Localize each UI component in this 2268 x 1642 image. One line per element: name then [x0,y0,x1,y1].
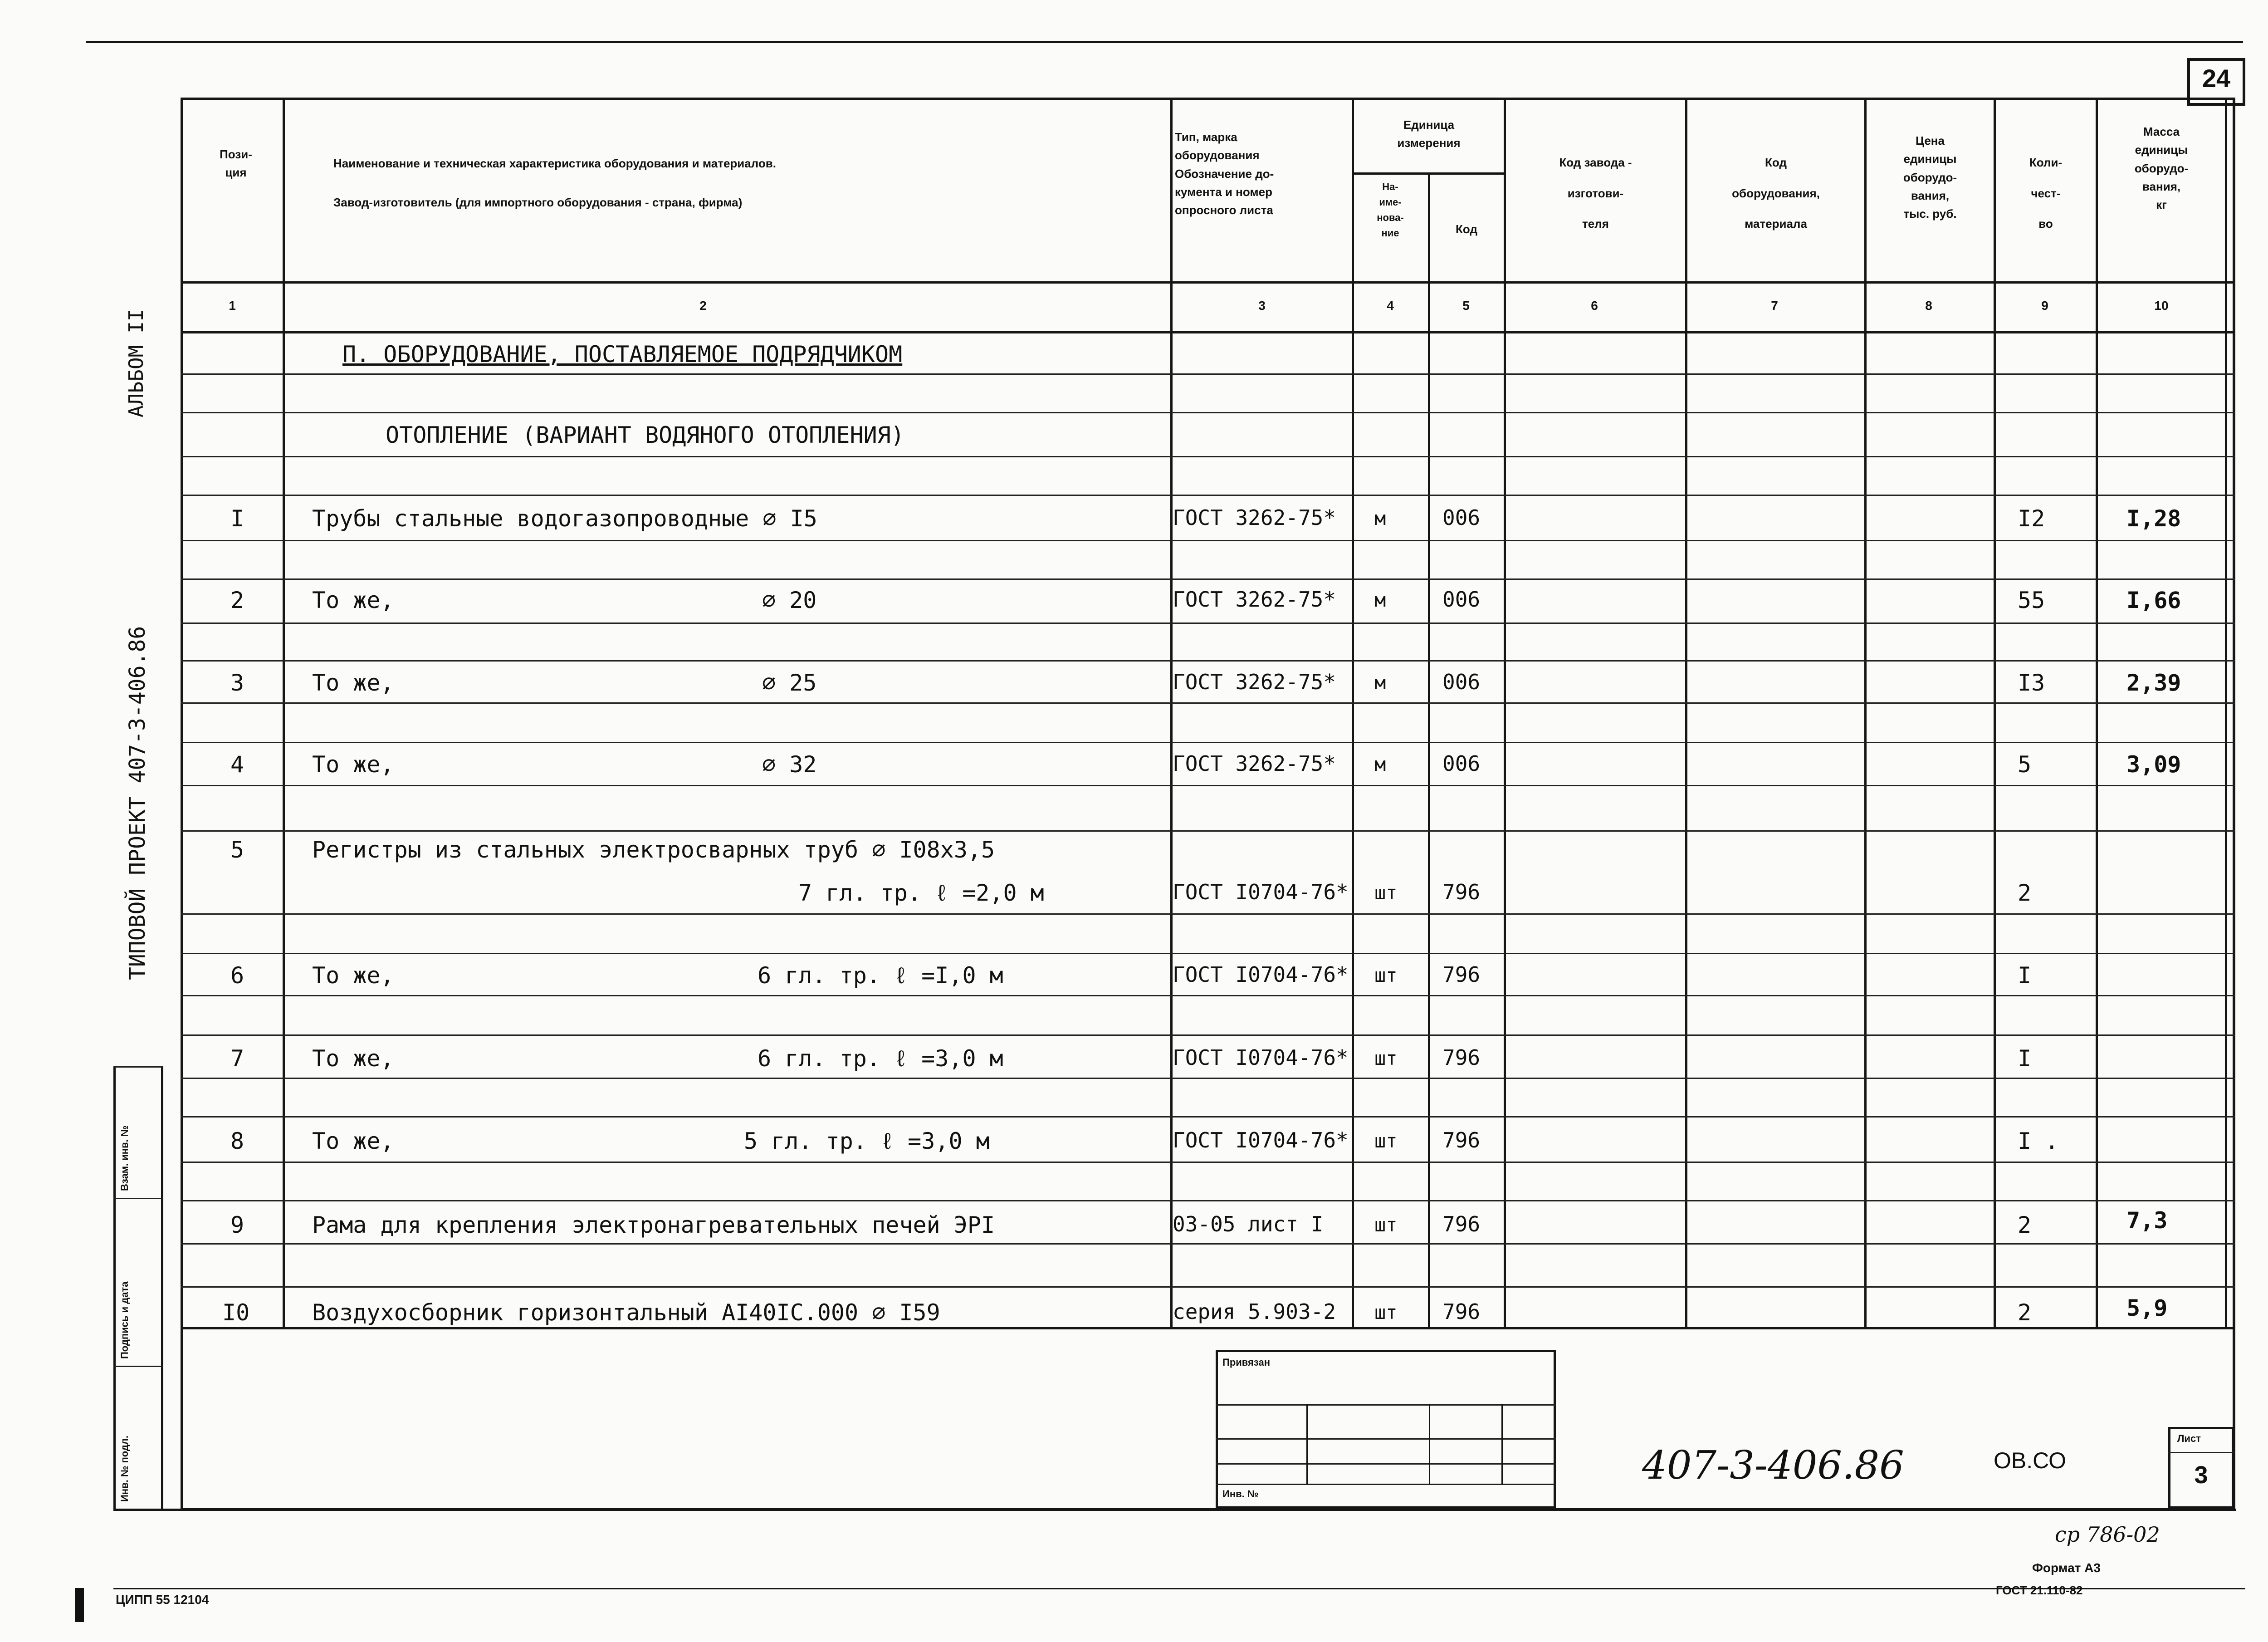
row-doc: ГОСТ I0704-76* [1173,1045,1349,1070]
row-name: То же, [312,587,394,613]
stamp-line [113,1198,163,1199]
top-border-line [86,41,2243,43]
row-line [181,1078,2235,1079]
row-line [181,660,2235,662]
row-line [181,742,2235,743]
row-position: 8 [230,1128,244,1154]
col-divider-10 [2225,98,2227,1329]
row-size: ∅ 20 [762,587,817,613]
row-unit: м [1374,507,1386,529]
header-equipment-code: Код оборудования, материала [1732,156,1820,231]
row-doc: ГОСТ 3262-75* [1173,505,1336,530]
col-divider-9 [2096,98,2098,1329]
row-mass: I,28 [2126,505,2181,532]
stamp-divider [161,1066,163,1511]
row-line [181,1162,2235,1163]
col-divider-8 [1994,98,1996,1329]
privyazan-label: Привязан [1222,1357,1271,1368]
row-qty: I2 [2018,505,2045,532]
row-line [181,373,2235,375]
row-code: 796 [1442,1212,1481,1236]
sheet-corner-number: 24 [2202,64,2231,93]
row-qty: I . [2018,1128,2059,1154]
row-unit: шт [1374,1047,1398,1069]
row-line [181,456,2235,457]
row-line [181,1116,2235,1118]
row-line [181,913,2235,915]
row-mass: 2,39 [2126,670,2181,696]
row-position: 2 [230,587,244,613]
row-doc: ГОСТ 3262-75* [1173,751,1336,776]
header-mass: Масса единицы оборудо- вания, кг [2134,125,2189,212]
col-divider-7 [1864,98,1867,1329]
col-divider-5 [1504,98,1506,1329]
tb-line [1216,1438,1556,1440]
column-number: 8 [1925,299,1932,313]
header-unit-name: На- име- нова- ние [1377,181,1404,239]
row-name: То же, [312,751,394,778]
row-line [181,412,2235,413]
row-position: 3 [230,670,244,696]
row-qty: 5 [2018,751,2032,778]
row-unit: шт [1374,1214,1398,1236]
tb-vline [1306,1404,1308,1484]
row-qty: 2 [2018,880,2032,906]
col-divider-3 [1352,98,1354,1329]
column-number: 7 [1771,299,1778,313]
header-factory-code: Код завода - изготови- теля [1559,156,1632,231]
row-unit: шт [1374,1301,1398,1323]
row-line [181,578,2235,580]
bottom-frame-line [113,1509,2236,1511]
col-divider-4 [1428,172,1430,1329]
tb-vline [1501,1404,1503,1484]
row-mass: I,66 [2126,587,2181,613]
row-position: 6 [230,962,244,989]
header-name: Наименование и техническая характеристика оборудования и материалов. Завод-изготовитель (для импортного оборудования - страна, фирма) [333,157,777,209]
table-bottom-line [181,1327,2235,1329]
row-qty: 2 [2018,1212,2032,1238]
row-code: 796 [1442,1128,1481,1152]
document-mark: ОВ.СО [1994,1448,2067,1473]
footer-line [113,1588,2245,1589]
sheet-label: Лист [2177,1433,2201,1444]
row-doc: ГОСТ 3262-75* [1173,670,1336,694]
row-size: 7 гл. тр. ℓ =2,0 м [798,880,1044,906]
sheet-number: 3 [2194,1461,2208,1489]
header-type: Тип, марка оборудования Обозначение до- кумента и номер опросного листа [1175,130,1274,217]
row-unit: м [1374,589,1386,611]
footer-format: Формат А3 [2032,1561,2101,1575]
stamp-replace-label: Взам. инв. № [119,1125,130,1191]
row-unit: м [1374,672,1386,694]
row-code: 796 [1442,1045,1481,1070]
stamp-inv-label: Инв. № подл. [119,1436,130,1502]
row-name: То же, [312,1045,394,1072]
tb-vline [1429,1404,1430,1484]
col-divider-1 [283,98,285,1329]
row-line [181,495,2235,496]
header-bottom-line [181,281,2235,284]
row-name: Воздухосборник горизонтальный АI40IС.000 ∅ I59 [312,1299,940,1326]
row-line [181,995,2235,996]
footer-handwritten-note: ср 786-02 [2055,1522,2160,1547]
row-size: 5 гл. тр. ℓ =3,0 м [744,1128,990,1154]
footer-standard: ГОСТ 21.110-82 [1996,1583,2083,1597]
album-label: АЛЬБОМ II [125,309,148,417]
row-doc: 03-05 лист I [1173,1212,1324,1236]
row-doc: ГОСТ 3262-75* [1173,587,1336,612]
row-mass: 7,3 [2126,1207,2168,1234]
row-code: 006 [1442,751,1481,776]
column-number: 3 [1258,299,1266,313]
row-line [181,830,2235,832]
column-number: 9 [2041,299,2048,313]
tb-line [1216,1404,1556,1406]
row-code: 796 [1442,880,1481,904]
row-code: 006 [1442,587,1481,612]
section-title: П. ОБОРУДОВАНИЕ, ПОСТАВЛЯЕМОЕ ПОДРЯДЧИКОМ [342,341,903,368]
row-mass: 5,9 [2126,1295,2168,1321]
row-doc: ГОСТ I0704-76* [1173,880,1349,904]
inv-number-label: Инв. № [1222,1488,1259,1500]
subsection-title: ОТОПЛЕНИЕ (ВАРИАНТ ВОДЯНОГО ОТОПЛЕНИЯ) [386,422,904,448]
row-qty: I [2018,962,2032,989]
row-line [181,953,2235,954]
tb-line [1216,1463,1556,1465]
row-position: 9 [230,1212,244,1238]
row-name: То же, [312,1128,394,1154]
row-line [181,1243,2235,1245]
row-position: I [230,505,244,532]
column-number: 5 [1462,299,1470,313]
project-label: ТИПОВОЙ ПРОЕКТ 407-3-406.86 [125,626,150,980]
row-size: ∅ 25 [762,670,817,696]
row-line [181,1286,2235,1288]
row-line [181,785,2235,786]
row-unit: шт [1374,964,1398,986]
row-size: 6 гл. тр. ℓ =3,0 м [758,1045,1003,1072]
column-number: 1 [229,299,236,313]
row-doc: ГОСТ I0704-76* [1173,962,1349,987]
row-qty: I3 [2018,670,2045,696]
sheet-box-line [2168,1452,2234,1453]
row-qty: 55 [2018,587,2045,613]
row-code: 796 [1442,1299,1481,1324]
row-position: 5 [230,837,244,863]
header-quantity: Коли- чест- во [2029,156,2063,231]
col-divider-6 [1685,98,1687,1329]
footer-left-code: ЦИПП 55 12104 [116,1593,209,1607]
row-position: I0 [222,1299,250,1326]
column-number: 6 [1591,299,1598,313]
row-code: 796 [1442,962,1481,987]
row-line [181,1200,2235,1201]
row-code: 006 [1442,505,1481,530]
header-unit: Единица измерения [1397,118,1461,150]
row-size: 6 гл. тр. ℓ =I,0 м [758,962,1003,989]
row-name: Регистры из стальных электросварных труб ∅ I08х3,5 [312,837,995,863]
row-qty: I [2018,1045,2032,1072]
row-unit: шт [1374,882,1398,904]
row-name: Рама для крепления электронагревательных печей ЭРI [312,1212,995,1238]
row-name: То же, [312,670,394,696]
column-number: 2 [699,299,707,313]
row-line [181,1034,2235,1036]
column-number: 10 [2154,299,2169,313]
colnum-bottom-line [181,331,2235,333]
row-line [181,622,2235,624]
row-name: Трубы стальные водогазопроводные ∅ I5 [312,505,817,532]
left-stamp-line [113,1066,116,1511]
column-number: 4 [1387,299,1394,313]
row-doc: ГОСТ I0704-76* [1173,1128,1349,1152]
header-unit-code: Код [1456,222,1477,236]
document-code: 407-3-406.86 [1642,1443,1904,1488]
row-doc: серия 5.903-2 [1173,1299,1336,1324]
stamp-line [113,1066,163,1068]
row-code: 006 [1442,670,1481,694]
row-position: 4 [230,751,244,778]
row-line [181,540,2235,541]
row-unit: шт [1374,1130,1398,1152]
row-position: 7 [230,1045,244,1072]
footer-black-bar [75,1588,84,1622]
stamp-signature-label: Подпись и дата [119,1281,130,1359]
header-price: Цена единицы оборудо- вания, тыс. руб. [1903,134,1957,221]
row-size: ∅ 32 [762,751,817,778]
stamp-line [113,1366,163,1367]
row-line [181,702,2235,704]
tb-line [1216,1484,1556,1485]
row-name: То же, [312,962,394,989]
row-mass: 3,09 [2126,751,2181,778]
row-unit: м [1374,753,1386,775]
header-position: Пози- ция [220,147,252,180]
row-qty: 2 [2018,1299,2032,1326]
